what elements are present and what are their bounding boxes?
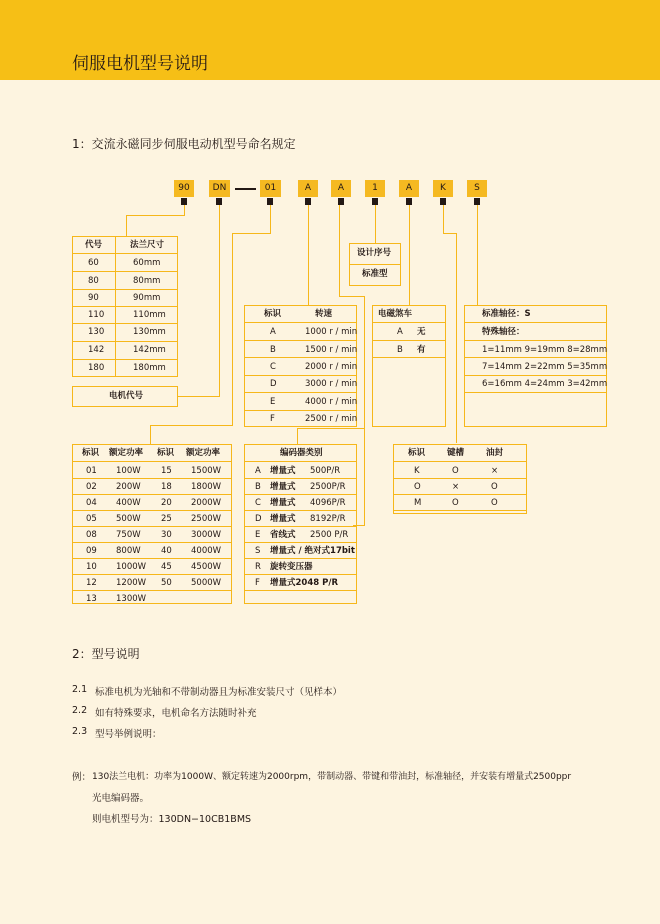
table-divider [349,264,401,265]
note-text: 型号举例说明： [95,729,162,740]
table-divider [72,306,178,307]
brake-table [372,305,446,427]
table-divider [393,461,527,462]
note-number: 2.1 [72,684,88,695]
table-divider [372,340,446,341]
flange-size: 80mm [133,276,161,286]
table-divider [244,340,357,341]
connector-line [443,233,457,234]
encoder-type: 增量式 [270,498,296,508]
encoder-id: R [255,562,261,572]
speed-value: 2500 r / min [305,414,358,424]
table-divider [244,357,357,358]
connector-line [443,205,444,234]
power-value: 1000W [116,562,147,572]
section1-title: 1：交流永磁同步伺服电动机型号命名规定 [72,137,296,151]
table-divider [72,510,232,511]
design-seq-title: 设计序号 [357,248,392,258]
flange-size: 90mm [133,293,161,303]
speed-value: 1000 r / min [305,327,358,337]
connector-dot [216,198,222,205]
power-value: 4000W [191,546,222,556]
power-id: 02 [86,482,97,492]
table-divider [244,375,357,376]
table-divider [72,494,232,495]
table-divider [72,461,232,462]
table-divider [464,322,607,323]
page-title: 伺服电机型号说明 [72,54,208,74]
keyseal-id: K [414,466,420,476]
power-value: 2000W [191,498,222,508]
note-text: 标准电机为光轴和不带制动器且为标准安装尺寸（见样本） [95,687,343,698]
flange-code: 60 [88,258,99,268]
power-header-rated: 额定功率 [186,448,221,458]
table-divider [464,340,607,341]
power-value: 750W [116,530,141,540]
encoder-type: 增量式2048 P/R [270,578,338,588]
connector-line [232,233,271,234]
keyseal-id: M [414,498,422,508]
power-value: 1200W [116,578,147,588]
table-divider [72,478,232,479]
speed-id: B [270,345,276,355]
connector-dot [372,198,378,205]
table-divider [393,494,527,495]
encoder-resolution: 8192P/R [310,514,346,524]
code-box-dn: DN [209,180,230,197]
power-header-id: 标识 [157,448,175,458]
encoder-type: 增量式 [270,514,296,524]
connector-dot [338,198,344,205]
connector-line [409,205,410,305]
flange-size: 60mm [133,258,161,268]
code-box-shaft: S [467,180,487,197]
note-number: 2.3 [72,726,88,737]
connector-dot [406,198,412,205]
speed-value: 4000 r / min [305,397,358,407]
connector-line [178,396,220,397]
table-divider [72,289,178,290]
shaft-subtitle: 特殊轴径： [482,327,525,337]
flange-code: 90 [88,293,99,303]
keyseal-seal: × [491,466,499,476]
connector-line [232,233,233,426]
table-divider [72,542,232,543]
power-id: 05 [86,514,97,524]
power-id: 40 [161,546,172,556]
table-divider [72,323,178,324]
encoder-id: B [255,482,261,492]
speed-id: A [270,327,276,337]
keyseal-seal: O [491,498,498,508]
table-divider [244,558,357,559]
table-divider [372,322,446,323]
speed-header-id: 标识 [264,309,282,319]
power-header-id: 标识 [82,448,100,458]
table-divider [244,494,357,495]
encoder-id: E [255,530,261,540]
flange-size: 130mm [133,327,166,337]
shaft-row: 6=16mm 4=24mm 3=42mm [482,379,608,389]
table-divider [464,375,607,376]
table-divider [72,558,232,559]
keyseal-id: O [414,482,421,492]
table-divider [244,478,357,479]
table-divider [72,574,232,575]
flange-code: 80 [88,276,99,286]
example-line1: 130法兰电机：功率为1000W、额定转速为2000rpm，带制动器、带键和带油封，标准轴径，并安装有增量式2500ppr [92,772,572,782]
shaft-title: 标准轴径：S [482,309,531,319]
connector-dot [474,198,480,205]
power-id: 45 [161,562,172,572]
flange-size: 180mm [133,363,166,373]
encoder-id: A [255,466,261,476]
speed-id: C [270,362,276,372]
connector-dot [181,198,187,205]
connector-line [150,425,233,426]
connector-line [339,296,365,297]
keyseal-key: O [452,466,459,476]
flange-size: 110mm [133,310,166,320]
code-box-keyseal: K [433,180,453,197]
power-value: 500W [116,514,141,524]
table-divider [244,542,357,543]
power-id: 25 [161,514,172,524]
brake-value: 有 [417,345,426,355]
connector-line [375,205,376,243]
speed-value: 1500 r / min [305,345,358,355]
power-id: 09 [86,546,97,556]
code-box-encoder: A [298,180,318,197]
example-line3: 则电机型号为：130DN−10CB1BMS [92,814,252,825]
table-divider [72,253,178,254]
table-divider [244,410,357,411]
encoder-type: 增量式 / 绝对式17bit [270,546,355,556]
connector-line [219,205,220,397]
table-divider [244,322,357,323]
flange-code: 130 [88,327,105,337]
power-id: 18 [161,482,172,492]
connector-dot [440,198,446,205]
brake-value: 无 [417,327,426,337]
example-prefix: 例： [72,772,92,783]
encoder-type: 省线式 [270,530,296,540]
table-divider [72,359,178,360]
flange-code: 142 [88,345,105,355]
connector-line [126,215,127,236]
power-id: 30 [161,530,172,540]
table-divider [72,341,178,342]
shaft-row: 1=11mm 9=19mm 8=28mm [482,345,608,355]
speed-id: F [270,414,275,424]
keyseal-seal: O [491,482,498,492]
table-divider [393,510,527,511]
brake-title: 电磁煞车 [378,309,413,319]
speed-header-speed: 转速 [315,309,333,319]
keyseal-key: O [452,498,459,508]
code-box-design: 1 [365,180,385,197]
note-number: 2.2 [72,705,88,716]
connector-line [339,205,340,297]
table-divider [244,461,357,462]
power-id: 50 [161,578,172,588]
encoder-type: 增量式 [270,482,296,492]
connector-dot [267,198,273,205]
flange-header-size: 法兰尺寸 [130,240,165,250]
speed-id: E [270,397,276,407]
power-id: 12 [86,578,97,588]
speed-value: 2000 r / min [305,362,358,372]
speed-value: 3000 r / min [305,379,358,389]
shaft-row: 7=14mm 2=22mm 5=35mm [482,362,608,372]
power-id: 01 [86,466,97,476]
keyseal-header-id: 标识 [408,448,426,458]
table-divider [244,574,357,575]
encoder-id: D [255,514,262,524]
note-text: 如有特殊要求，电机命名方法随时补充 [95,708,257,719]
power-value: 2500W [191,514,222,524]
code-box-flange: 90 [174,180,194,197]
connector-line [297,428,298,444]
table-divider [72,590,232,591]
table-divider [464,392,607,393]
table-divider [72,526,232,527]
power-value: 5000W [191,578,222,588]
connector-line [364,296,365,526]
code-box-brake: A [399,180,419,197]
connector-line [270,205,271,234]
power-value: 200W [116,482,141,492]
section2-title: 2：型号说明 [72,647,140,661]
encoder-id: F [255,578,260,588]
table-divider [464,357,607,358]
flange-header-code: 代号 [85,240,103,250]
power-header-rated: 额定功率 [109,448,144,458]
encoder-resolution: 500P/R [310,466,341,476]
connector-line [150,425,151,444]
keyseal-header-seal: 油封 [486,448,504,458]
encoder-type: 增量式 [270,466,296,476]
table-divider [244,392,357,393]
connector-dot [305,198,311,205]
power-value: 3000W [191,530,222,540]
power-id: 13 [86,594,97,604]
keyseal-key: × [452,482,460,492]
code-dash [235,188,256,190]
encoder-id: S [255,546,261,556]
flange-code: 180 [88,363,105,373]
power-value: 800W [116,546,141,556]
power-id: 08 [86,530,97,540]
flange-code: 110 [88,310,105,320]
power-id: 04 [86,498,97,508]
power-value: 1500W [191,466,222,476]
table-divider [244,526,357,527]
brake-id: B [397,345,403,355]
table-divider [372,357,446,358]
connector-line [477,205,478,305]
table-divider [244,590,357,591]
table-divider [393,478,527,479]
code-box-power: 01 [260,180,281,197]
speed-id: D [270,379,277,389]
power-id: 20 [161,498,172,508]
connector-line [126,215,185,216]
flange-size: 142mm [133,345,166,355]
code-box-speed: A [331,180,351,197]
table-divider [72,271,178,272]
example-line2: 光电编码器。 [92,793,150,804]
design-seq-value: 标准型 [362,269,388,279]
connector-line [456,233,457,443]
connector-line [297,428,364,429]
encoder-resolution: 4096P/R [310,498,346,508]
motor-code-label: 电机代号 [109,391,144,401]
encoder-title: 编码器类别 [280,448,323,458]
table-divider [244,510,357,511]
power-value: 100W [116,466,141,476]
encoder-resolution: 2500 P/R [310,530,349,540]
power-value: 1800W [191,482,222,492]
brake-id: A [397,327,403,337]
encoder-resolution: 2500P/R [310,482,346,492]
encoder-type: 旋转变压器 [270,562,313,572]
keyseal-header-key: 键槽 [447,448,465,458]
power-id: 10 [86,562,97,572]
power-id: 15 [161,466,172,476]
connector-line [308,205,309,305]
power-value: 4500W [191,562,222,572]
power-value: 400W [116,498,141,508]
encoder-id: C [255,498,261,508]
power-value: 1300W [116,594,147,604]
